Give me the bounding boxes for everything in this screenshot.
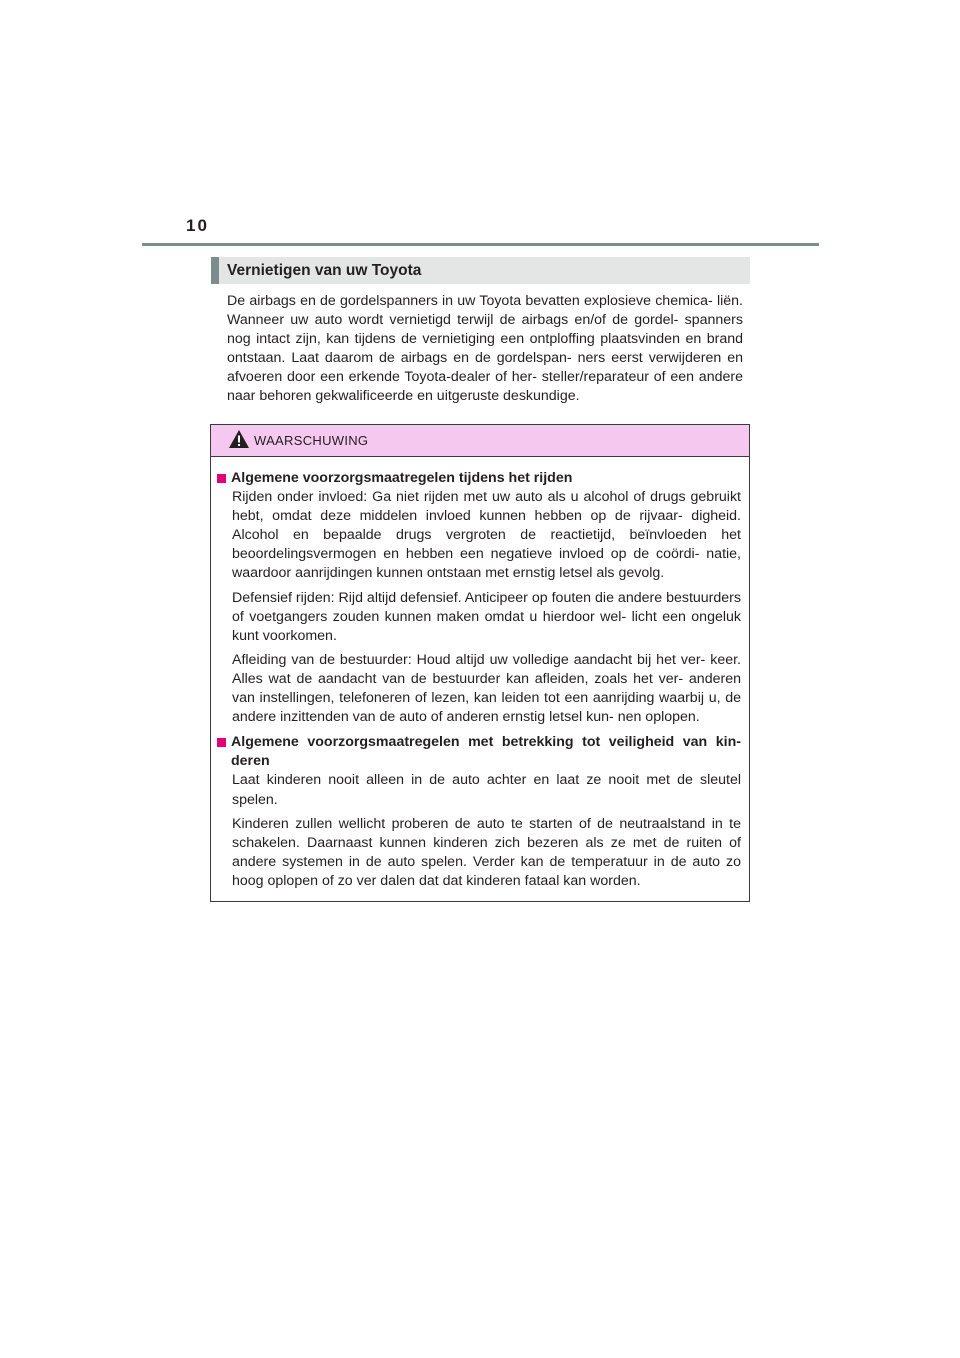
header-rule: [142, 243, 819, 246]
warning-paragraph: Laat kinderen nooit alleen in de auto achter en laat ze nooit met de sleutel spelen.: [232, 772, 741, 808]
warning-paragraph: Rijden onder invloed: Ga niet rijden met uw auto als u alcohol of drugs gebruikt hebt, omdat deze middelen invloed kunnen hebben op de rijvaar- digheid. Alcohol en bepaalde drugs vergroten de reactietijd, beïnvloeden het beoordelingsvermogen en hebben een negatieve invloed op de coördi- natie, waardoor aanrijdingen kunnen ontstaan met ernstig letsel als gevolg.: [232, 489, 741, 582]
warning-item: [217, 733, 741, 891]
warning-item: [217, 469, 741, 727]
body-paragraph: De airbags en de gordelspanners in uw Toyota bevatten explosieve chemica- liën. Wanneer uw auto wordt vernietigd terwijl de airbags en/of de gordel- spanners nog intact zijn, kan tijdens de vernietiging een ontploffing plaatsvinden en brand ontstaan. Laat daarom de airbags en de gordelspan- ners eerst verwijderen en afvoeren door een erkende Toyota-dealer of her- steller/reparateur of een andere naar behoren gekwalificeerde en uitgeruste deskundige.: [227, 293, 743, 405]
warning-label: WAARSCHUWING: [254, 433, 369, 448]
section-heading-bar: [211, 257, 750, 284]
warning-item-title-text: Algemene voorzorgsmaatregelen met betrekking tot veiligheid van kin- deren: [231, 734, 741, 770]
warning-item-title: [217, 733, 741, 771]
warning-box: [210, 424, 750, 902]
page-number: 10: [186, 216, 209, 235]
warning-item-title: [217, 469, 741, 488]
section-title: Vernietigen van uw Toyota: [227, 262, 422, 279]
warning-triangle-icon: [228, 429, 250, 449]
warning-header: [211, 425, 749, 457]
warning-item-title-text: Algemene voorzorgsmaatregelen tijdens het rijden: [231, 470, 573, 486]
square-bullet-icon: [217, 474, 226, 483]
warning-paragraph: Kinderen zullen wellicht proberen de auto te starten of de neutraalstand in te schakelen. Daarnaast kunnen kinderen zich bezeren als ze met de ruiten of andere systemen in de auto spelen. Verder kan de temperatuur in de auto zo hoog oplopen of zo ver dalen dat dat kinderen fataal kan worden.: [232, 815, 741, 889]
warning-paragraph: Defensief rijden: Rijd altijd defensief. Anticipeer op fouten die andere bestuurders of voetgangers zouden kunnen maken omdat u hierdoor wel- licht een ongeluk kunt voorkomen.: [232, 589, 741, 644]
warning-body: [211, 457, 749, 891]
square-bullet-icon: [217, 738, 226, 747]
warning-paragraph: Afleiding van de bestuurder: Houd altijd uw volledige aandacht bij het ver- keer. Alles wat de aandacht van de bestuurder kan afleiden, zoals het ver- anderen van instellingen, telefoneren of lezen, kan leiden tot een aanrijding waarbij u, de andere inzittenden van de auto of anderen ernstig letsel kun- nen oplopen.: [232, 651, 741, 726]
